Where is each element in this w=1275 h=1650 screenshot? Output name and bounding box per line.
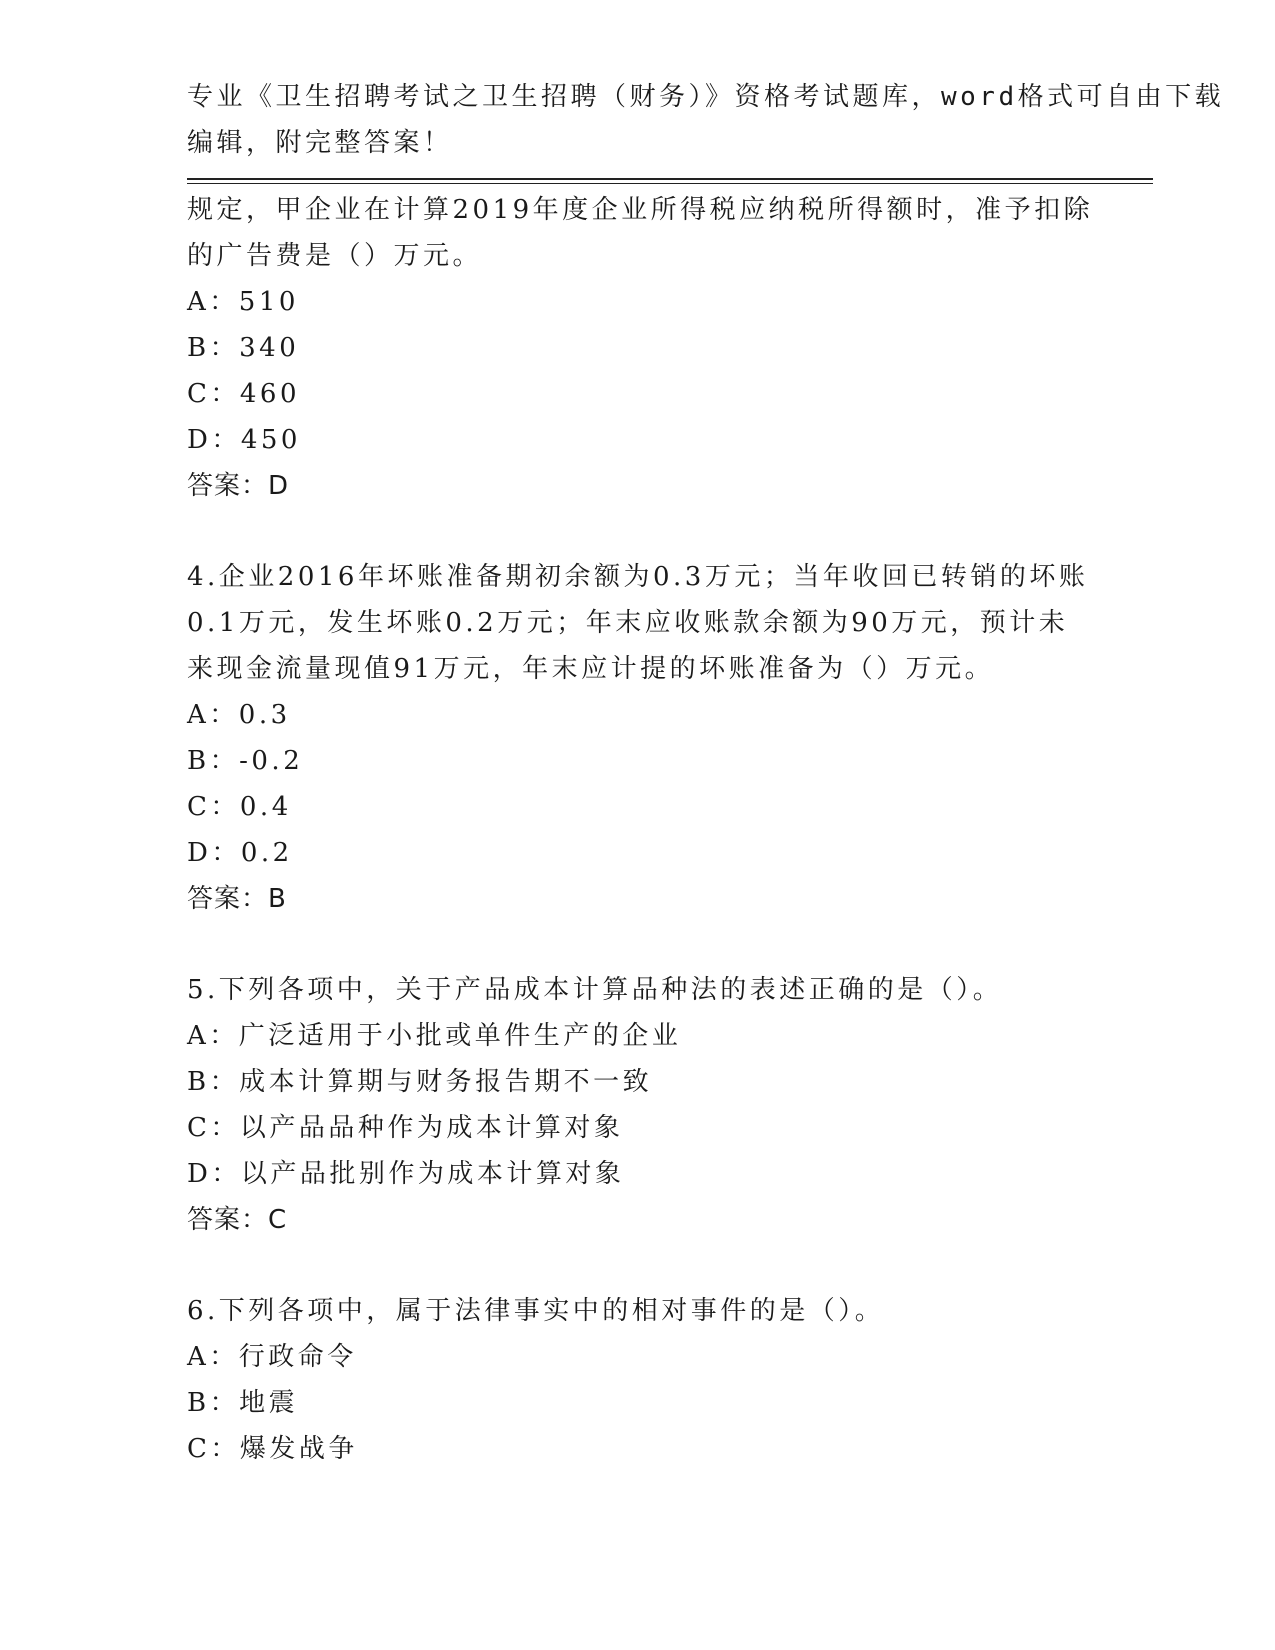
option-b: B：地震 xyxy=(187,1388,299,1418)
option-c: C：0.4 xyxy=(187,792,292,822)
header-line-1: 专业《卫生招聘考试之卫生招聘（财务）》资格考试题库，word格式可自由下载 xyxy=(187,82,1225,112)
option-b: B：成本计算期与财务报告期不一致 xyxy=(187,1067,653,1097)
question-3 xyxy=(187,187,1127,509)
option-c: C：爆发战争 xyxy=(187,1434,358,1464)
question-stem-line: 0.1万元，发生坏账0.2万元；年末应收账款余额为90万元，预计未 xyxy=(187,608,1069,638)
question-stem-line: 4.企业2016年坏账准备期初余额为0.3万元；当年收回已转销的坏账 xyxy=(187,562,1089,592)
question-list xyxy=(187,187,1127,1472)
question-stem-line: 的广告费是（）万元。 xyxy=(187,241,483,271)
question-spacer xyxy=(187,922,1127,967)
question-6 xyxy=(187,1288,1127,1472)
question-stem-line: 来现金流量现值91万元，年末应计提的坏账准备为（）万元。 xyxy=(187,654,995,684)
header-rule-thick xyxy=(187,178,1153,180)
option-a: A：广泛适用于小批或单件生产的企业 xyxy=(187,1021,682,1051)
option-a: A：行政命令 xyxy=(187,1342,357,1372)
question-5 xyxy=(187,967,1127,1243)
option-d: D：0.2 xyxy=(187,838,293,868)
option-a: A：510 xyxy=(187,287,299,317)
option-d: D：450 xyxy=(187,425,301,455)
option-b: B：340 xyxy=(187,333,300,363)
answer-line: 答案：C xyxy=(187,1205,288,1235)
option-b: B：-0.2 xyxy=(187,746,304,776)
question-stem-line: 6.下列各项中，属于法律事实中的相对事件的是（）。 xyxy=(187,1296,885,1326)
document-header xyxy=(187,74,1225,166)
option-c: C：以产品品种作为成本计算对象 xyxy=(187,1113,624,1143)
answer-line: 答案：B xyxy=(187,884,287,914)
question-stem-line: 5.下列各项中，关于产品成本计算品种法的表述正确的是（）。 xyxy=(187,975,1003,1005)
option-c: C：460 xyxy=(187,379,301,409)
option-a: A：0.3 xyxy=(187,700,291,730)
answer-line: 答案：D xyxy=(187,471,290,501)
question-stem-line: 规定，甲企业在计算2019年度企业所得税应纳税所得额时，准予扣除 xyxy=(187,195,1094,225)
question-spacer xyxy=(187,1243,1127,1288)
header-line-2: 编辑，附完整答案！ xyxy=(187,128,453,158)
question-spacer xyxy=(187,509,1127,554)
option-d: D：以产品批别作为成本计算对象 xyxy=(187,1159,625,1189)
header-rule-thin xyxy=(187,183,1153,184)
question-4 xyxy=(187,554,1127,922)
